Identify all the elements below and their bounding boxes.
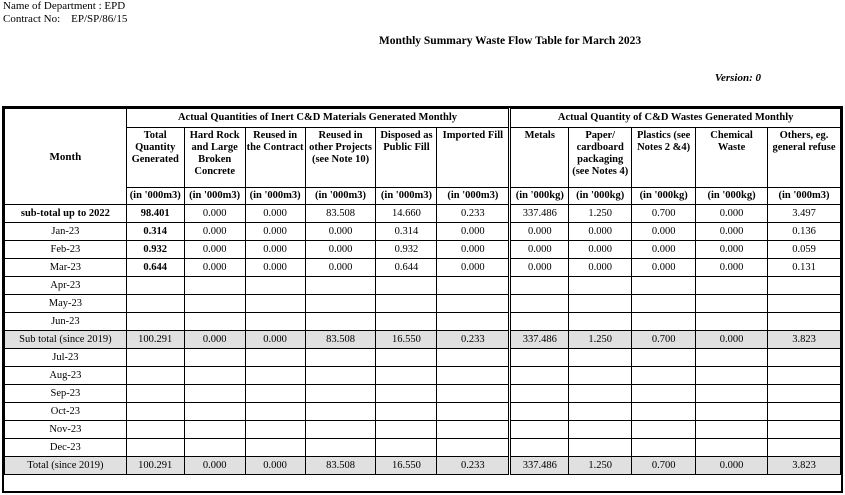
month-cell: Feb-23 bbox=[5, 241, 127, 259]
table-row bbox=[5, 223, 841, 241]
value-cell: 0.000 bbox=[184, 331, 245, 349]
table-row bbox=[5, 403, 841, 421]
value-cell bbox=[768, 421, 841, 439]
value-cell bbox=[305, 439, 376, 457]
value-cell bbox=[126, 367, 184, 385]
value-cell: 0.932 bbox=[376, 241, 437, 259]
value-cell: 0.136 bbox=[768, 223, 841, 241]
value-cell bbox=[768, 385, 841, 403]
value-cell: 337.486 bbox=[510, 205, 569, 223]
month-cell: Oct-23 bbox=[5, 403, 127, 421]
value-cell: 0.000 bbox=[184, 457, 245, 475]
value-cell bbox=[305, 421, 376, 439]
value-cell: 0.000 bbox=[184, 205, 245, 223]
value-cell: 16.550 bbox=[376, 331, 437, 349]
value-cell bbox=[696, 403, 768, 421]
value-cell bbox=[437, 313, 510, 331]
month-cell: Aug-23 bbox=[5, 367, 127, 385]
unit-label: (in '000m3) bbox=[305, 188, 376, 205]
value-cell: 1.250 bbox=[569, 205, 632, 223]
value-cell bbox=[126, 385, 184, 403]
value-cell: 0.233 bbox=[437, 331, 510, 349]
column-header: Paper/ cardboard packaging (see Notes 4) bbox=[569, 128, 632, 188]
value-cell: 14.660 bbox=[376, 205, 437, 223]
value-cell bbox=[632, 313, 696, 331]
value-cell bbox=[126, 403, 184, 421]
column-header: Hard Rock and Large Broken Concrete bbox=[184, 128, 245, 188]
month-cell: May-23 bbox=[5, 295, 127, 313]
value-cell bbox=[376, 295, 437, 313]
value-cell bbox=[569, 349, 632, 367]
value-cell bbox=[376, 367, 437, 385]
value-cell bbox=[510, 439, 569, 457]
month-cell: Jun-23 bbox=[5, 313, 127, 331]
value-cell bbox=[376, 313, 437, 331]
value-cell: 337.486 bbox=[510, 457, 569, 475]
value-cell bbox=[696, 295, 768, 313]
value-cell: 3.823 bbox=[768, 457, 841, 475]
value-cell: 0.000 bbox=[437, 259, 510, 277]
value-cell: 0.000 bbox=[510, 223, 569, 241]
value-cell bbox=[184, 385, 245, 403]
waste-flow-table-frame bbox=[2, 106, 843, 493]
value-cell bbox=[569, 313, 632, 331]
unit-label: (in '000m3) bbox=[126, 188, 184, 205]
unit-label: (in '000m3) bbox=[437, 188, 510, 205]
value-cell bbox=[245, 277, 305, 295]
value-cell bbox=[126, 295, 184, 313]
value-cell bbox=[569, 421, 632, 439]
value-cell bbox=[184, 313, 245, 331]
contract-number: Contract No: EP/SP/86/15 bbox=[3, 13, 128, 25]
value-cell bbox=[768, 439, 841, 457]
value-cell: 83.508 bbox=[305, 331, 376, 349]
value-cell: 0.000 bbox=[245, 223, 305, 241]
value-cell bbox=[632, 421, 696, 439]
value-cell bbox=[437, 367, 510, 385]
column-header: Chemical Waste bbox=[696, 128, 768, 188]
value-cell: 83.508 bbox=[305, 205, 376, 223]
value-cell: 0.000 bbox=[696, 223, 768, 241]
value-cell bbox=[305, 385, 376, 403]
page-title: Monthly Summary Waste Flow Table for March 2023 bbox=[378, 35, 642, 47]
column-header: Total Quantity Generated bbox=[126, 128, 184, 188]
value-cell: 0.932 bbox=[126, 241, 184, 259]
table-row bbox=[5, 349, 841, 367]
value-cell: 0.000 bbox=[569, 241, 632, 259]
unit-label: (in '000kg) bbox=[696, 188, 768, 205]
table-row bbox=[5, 295, 841, 313]
value-cell: 0.000 bbox=[632, 223, 696, 241]
value-cell bbox=[510, 385, 569, 403]
value-cell: 0.000 bbox=[305, 241, 376, 259]
value-cell bbox=[437, 349, 510, 367]
value-cell: 100.291 bbox=[126, 457, 184, 475]
value-cell: 0.000 bbox=[569, 259, 632, 277]
value-cell bbox=[632, 403, 696, 421]
inert-materials-group-header: Actual Quantities of Inert C&D Materials Generated Monthly bbox=[126, 109, 510, 128]
value-cell bbox=[569, 367, 632, 385]
table-row bbox=[5, 439, 841, 457]
month-cell: sub-total up to 2022 bbox=[5, 205, 127, 223]
value-cell bbox=[245, 403, 305, 421]
value-cell bbox=[184, 403, 245, 421]
unit-label: (in '000kg) bbox=[569, 188, 632, 205]
value-cell bbox=[376, 421, 437, 439]
value-cell bbox=[437, 421, 510, 439]
value-cell bbox=[184, 421, 245, 439]
value-cell bbox=[126, 421, 184, 439]
month-cell: Total (since 2019) bbox=[5, 457, 127, 475]
value-cell bbox=[245, 295, 305, 313]
month-cell: Dec-23 bbox=[5, 439, 127, 457]
value-cell bbox=[126, 439, 184, 457]
cd-wastes-group-header: Actual Quantity of C&D Wastes Generated Monthly bbox=[510, 109, 841, 128]
value-cell: 0.000 bbox=[696, 331, 768, 349]
value-cell: 0.000 bbox=[632, 241, 696, 259]
value-cell bbox=[437, 403, 510, 421]
table-row bbox=[5, 241, 841, 259]
unit-label: (in '000kg) bbox=[632, 188, 696, 205]
column-header: Others, eg. general refuse bbox=[768, 128, 841, 188]
column-header: Plastics (see Notes 2 &4) bbox=[632, 128, 696, 188]
table-row bbox=[5, 277, 841, 295]
table-row bbox=[5, 205, 841, 223]
value-cell: 337.486 bbox=[510, 331, 569, 349]
value-cell: 0.000 bbox=[184, 223, 245, 241]
value-cell: 0.644 bbox=[126, 259, 184, 277]
column-header: Reused in the Contract bbox=[245, 128, 305, 188]
value-cell bbox=[768, 367, 841, 385]
table-row bbox=[5, 385, 841, 403]
value-cell bbox=[305, 295, 376, 313]
value-cell: 0.000 bbox=[245, 241, 305, 259]
value-cell bbox=[245, 313, 305, 331]
value-cell bbox=[768, 349, 841, 367]
value-cell bbox=[510, 403, 569, 421]
value-cell: 0.000 bbox=[696, 259, 768, 277]
value-cell bbox=[510, 277, 569, 295]
month-cell: Apr-23 bbox=[5, 277, 127, 295]
value-cell bbox=[768, 295, 841, 313]
table-row bbox=[5, 259, 841, 277]
value-cell bbox=[696, 349, 768, 367]
value-cell: 0.000 bbox=[184, 259, 245, 277]
unit-label: (in '000kg) bbox=[510, 188, 569, 205]
value-cell: 0.000 bbox=[696, 241, 768, 259]
column-header: Disposed as Public Fill bbox=[376, 128, 437, 188]
month-cell: Sub total (since 2019) bbox=[5, 331, 127, 349]
value-cell: 3.823 bbox=[768, 331, 841, 349]
value-cell: 98.401 bbox=[126, 205, 184, 223]
value-cell bbox=[126, 313, 184, 331]
column-header: Metals bbox=[510, 128, 569, 188]
value-cell: 0.000 bbox=[184, 241, 245, 259]
value-cell: 100.291 bbox=[126, 331, 184, 349]
value-cell: 16.550 bbox=[376, 457, 437, 475]
unit-label: (in '000m3) bbox=[768, 188, 841, 205]
value-cell bbox=[768, 313, 841, 331]
value-cell: 0.000 bbox=[696, 457, 768, 475]
value-cell bbox=[184, 439, 245, 457]
value-cell bbox=[569, 439, 632, 457]
value-cell bbox=[632, 349, 696, 367]
value-cell bbox=[632, 295, 696, 313]
value-cell bbox=[184, 277, 245, 295]
table-row bbox=[5, 367, 841, 385]
waste-flow-table bbox=[4, 108, 841, 475]
value-cell bbox=[696, 367, 768, 385]
value-cell: 0.314 bbox=[126, 223, 184, 241]
value-cell bbox=[245, 349, 305, 367]
value-cell bbox=[632, 277, 696, 295]
value-cell bbox=[569, 385, 632, 403]
column-header: Imported Fill bbox=[437, 128, 510, 188]
value-cell bbox=[245, 439, 305, 457]
value-cell bbox=[696, 439, 768, 457]
month-cell: Jan-23 bbox=[5, 223, 127, 241]
value-cell bbox=[376, 349, 437, 367]
value-cell bbox=[437, 385, 510, 403]
value-cell bbox=[376, 403, 437, 421]
table-row bbox=[5, 457, 841, 475]
value-cell bbox=[696, 421, 768, 439]
value-cell bbox=[245, 367, 305, 385]
value-cell bbox=[569, 403, 632, 421]
department-label: Name of Department : EPD bbox=[3, 0, 126, 12]
value-cell: 0.700 bbox=[632, 457, 696, 475]
value-cell: 0.000 bbox=[510, 241, 569, 259]
unit-label: (in '000m3) bbox=[184, 188, 245, 205]
value-cell: 0.000 bbox=[632, 259, 696, 277]
value-cell bbox=[632, 385, 696, 403]
value-cell bbox=[305, 367, 376, 385]
value-cell: 0.233 bbox=[437, 205, 510, 223]
value-cell: 0.644 bbox=[376, 259, 437, 277]
value-cell bbox=[768, 403, 841, 421]
table-row bbox=[5, 331, 841, 349]
unit-label: (in '000m3) bbox=[376, 188, 437, 205]
value-cell: 0.000 bbox=[305, 223, 376, 241]
value-cell: 1.250 bbox=[569, 331, 632, 349]
value-cell bbox=[569, 277, 632, 295]
value-cell bbox=[305, 349, 376, 367]
value-cell bbox=[376, 385, 437, 403]
value-cell bbox=[376, 277, 437, 295]
value-cell bbox=[510, 313, 569, 331]
value-cell: 0.000 bbox=[245, 205, 305, 223]
value-cell bbox=[632, 367, 696, 385]
month-cell: Sep-23 bbox=[5, 385, 127, 403]
value-cell: 0.000 bbox=[305, 259, 376, 277]
version-label: Version: 0 bbox=[714, 72, 761, 84]
value-cell bbox=[510, 349, 569, 367]
value-cell bbox=[305, 277, 376, 295]
value-cell: 0.233 bbox=[437, 457, 510, 475]
value-cell bbox=[768, 277, 841, 295]
value-cell bbox=[184, 349, 245, 367]
value-cell: 0.700 bbox=[632, 331, 696, 349]
value-cell bbox=[510, 421, 569, 439]
value-cell bbox=[696, 385, 768, 403]
value-cell: 0.000 bbox=[437, 241, 510, 259]
value-cell: 3.497 bbox=[768, 205, 841, 223]
value-cell: 0.314 bbox=[376, 223, 437, 241]
value-cell: 0.000 bbox=[569, 223, 632, 241]
value-cell bbox=[696, 277, 768, 295]
value-cell: 0.700 bbox=[632, 205, 696, 223]
value-cell bbox=[376, 439, 437, 457]
month-cell: Jul-23 bbox=[5, 349, 127, 367]
value-cell: 0.131 bbox=[768, 259, 841, 277]
value-cell: 0.000 bbox=[437, 223, 510, 241]
month-cell: Mar-23 bbox=[5, 259, 127, 277]
value-cell: 0.000 bbox=[245, 331, 305, 349]
value-cell bbox=[696, 313, 768, 331]
value-cell bbox=[437, 439, 510, 457]
value-cell: 0.059 bbox=[768, 241, 841, 259]
value-cell: 1.250 bbox=[569, 457, 632, 475]
month-cell: Nov-23 bbox=[5, 421, 127, 439]
value-cell: 0.000 bbox=[696, 205, 768, 223]
value-cell: 0.000 bbox=[510, 259, 569, 277]
column-header: Reused in other Projects (see Note 10) bbox=[305, 128, 376, 188]
value-cell bbox=[437, 277, 510, 295]
value-cell: 83.508 bbox=[305, 457, 376, 475]
value-cell: 0.000 bbox=[245, 457, 305, 475]
value-cell bbox=[569, 295, 632, 313]
value-cell bbox=[305, 313, 376, 331]
value-cell bbox=[126, 349, 184, 367]
table-row bbox=[5, 421, 841, 439]
value-cell bbox=[305, 403, 376, 421]
value-cell bbox=[437, 295, 510, 313]
value-cell bbox=[184, 295, 245, 313]
value-cell bbox=[632, 439, 696, 457]
value-cell bbox=[510, 295, 569, 313]
value-cell bbox=[184, 367, 245, 385]
month-column-header: Month bbox=[5, 109, 127, 205]
value-cell bbox=[245, 421, 305, 439]
value-cell: 0.000 bbox=[245, 259, 305, 277]
value-cell bbox=[510, 367, 569, 385]
unit-label: (in '000m3) bbox=[245, 188, 305, 205]
value-cell bbox=[126, 277, 184, 295]
table-row bbox=[5, 313, 841, 331]
value-cell bbox=[245, 385, 305, 403]
